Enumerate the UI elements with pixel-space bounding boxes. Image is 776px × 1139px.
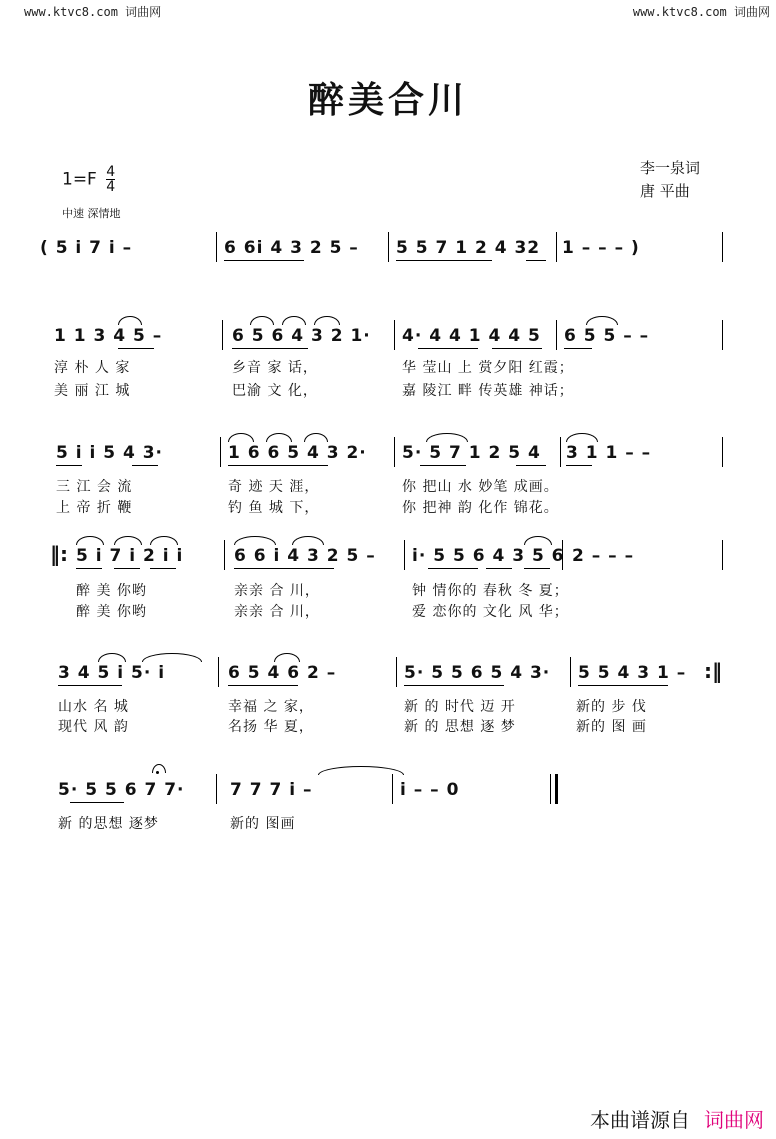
measure: 5 i 7 i 2 i i: [76, 546, 184, 566]
lyric-line: 你 把山 水 妙笔 成画。: [402, 479, 559, 495]
slur: [282, 316, 306, 325]
time-denominator: 4: [106, 179, 116, 195]
barline: [216, 232, 217, 262]
final-barline-thick: [555, 774, 558, 804]
slur: [274, 653, 300, 662]
barline: [722, 437, 723, 467]
beam: [150, 568, 176, 569]
lyric-line: 淳 朴 人 家: [54, 360, 131, 376]
barline: [556, 232, 557, 262]
tie: [318, 766, 404, 775]
slur: [118, 316, 142, 325]
lyric-line: 三 江 会 流: [56, 479, 133, 495]
barline: [394, 320, 395, 350]
beam: [132, 465, 158, 466]
lyric-line: 幸福 之 家，: [228, 699, 314, 715]
slur: [76, 536, 104, 545]
lyric-line: 钟 情你的 春秋 冬 夏；: [412, 583, 569, 599]
slur: [98, 653, 126, 662]
lyric-line: 新的 图 画: [576, 719, 647, 735]
lyric-line: 新 的 时代 迈 开: [404, 699, 516, 715]
lyric-line: 醉 美 你哟: [76, 583, 147, 599]
beam: [56, 465, 82, 466]
barline: [722, 540, 723, 570]
lyric-line: 你 把神 韵 化作 锦花。: [402, 500, 559, 516]
lyric-line: 山水 名 城: [58, 699, 129, 715]
measure: 3 4 5 i 5· i: [58, 663, 166, 683]
barline: [222, 320, 223, 350]
measure: 1 1 3 4 5 –: [54, 326, 163, 346]
lyric-line: 奇 迹 天 涯，: [228, 479, 320, 495]
slur: [292, 536, 324, 545]
measure: 6 5 4 6 2 –: [228, 663, 337, 683]
lyric-line: 亲亲 合 川，: [234, 583, 320, 599]
lyric-line: 新 的思想 逐梦: [58, 816, 159, 832]
measure: 5 5 4 3 1 –: [578, 663, 687, 683]
measure: i· 5 5 6 4 3 5 6: [412, 546, 565, 566]
beam: [118, 348, 154, 349]
measure: 7 7 7 i –: [230, 780, 313, 800]
measure: 1 – – – ): [562, 238, 640, 258]
barline: [722, 320, 723, 350]
lyric-line: 巴渝 文 化，: [232, 383, 318, 399]
barline: [388, 232, 389, 262]
barline: [392, 774, 393, 804]
slur: [228, 433, 254, 442]
beam: [492, 348, 542, 349]
key-label: 1=F: [62, 169, 97, 190]
time-numerator: 4: [106, 164, 116, 180]
barline: [394, 437, 395, 467]
slur: [586, 316, 618, 325]
beam: [428, 568, 478, 569]
slur: [150, 536, 178, 545]
lyric-line: 美 丽 江 城: [54, 383, 131, 399]
beam: [564, 348, 592, 349]
time-signature: [106, 165, 115, 194]
slur: [524, 536, 552, 545]
beam: [578, 685, 668, 686]
beam: [420, 465, 466, 466]
slur: [142, 653, 202, 662]
barline: [722, 232, 723, 262]
measure: 6 6 i 4 3 2 5 –: [234, 546, 376, 566]
lyric-line: 上 帝 折 鞭: [56, 500, 133, 516]
beam: [70, 802, 124, 803]
lyricist-credit: 李一泉词: [640, 159, 701, 177]
measure: 1 6 6 5 4 3 2·: [228, 443, 367, 463]
slur: [314, 316, 340, 325]
beam: [228, 685, 298, 686]
beam: [566, 465, 592, 466]
song-title: 醉美合川: [307, 79, 468, 121]
repeat-end-sign: :‖: [704, 659, 722, 683]
beam: [228, 465, 328, 466]
slur: [266, 433, 292, 442]
lyric-line: 现代 风 韵: [58, 719, 129, 735]
barline: [562, 540, 563, 570]
beam: [396, 260, 492, 261]
lyric-line: 新的 图画: [230, 816, 296, 832]
site-watermark-right: www.ktvc8.com 词曲网: [632, 5, 770, 19]
measure: 5· 5 7 1 2 5 4: [402, 443, 541, 463]
measure: 6 5 5 – –: [564, 326, 650, 346]
slur: [234, 536, 276, 545]
beam: [516, 465, 546, 466]
barline: [220, 437, 221, 467]
measure: 3 1 1 – –: [566, 443, 652, 463]
barline: [216, 774, 217, 804]
beam: [224, 260, 304, 261]
measure: 6 6i 4 3 2 5 –: [224, 238, 359, 258]
lyric-line: 名扬 华 夏，: [228, 719, 314, 735]
barline: [556, 320, 557, 350]
lyric-line: 华 莹山 上 赏夕阳 红霞；: [402, 360, 574, 376]
barline: [396, 657, 397, 687]
lyric-line: 醉 美 你哟: [76, 604, 147, 620]
barline: [570, 657, 571, 687]
repeat-start-sign: ‖:: [50, 542, 68, 566]
footer-text: 本曲谱源自: [590, 1108, 690, 1132]
lyric-line: 嘉 陵江 畔 传英雄 神话；: [402, 383, 574, 399]
measure: 5· 5 5 6 5 4 3·: [404, 663, 551, 683]
measure: 2 – – –: [572, 546, 635, 566]
key-signature: [62, 165, 115, 194]
site-watermark-left: www.ktvc8.com 词曲网: [24, 5, 162, 19]
beam: [486, 568, 512, 569]
barline: [404, 540, 405, 570]
lyric-line: 亲亲 合 川，: [234, 604, 320, 620]
slur: [304, 433, 328, 442]
measure: 4· 4 4 1 4 4 5: [402, 326, 541, 346]
beam: [524, 568, 550, 569]
footer-source: [590, 1104, 764, 1133]
barline: [560, 437, 561, 467]
beam: [526, 260, 546, 261]
measure: 5· 5 5 6 7 7·: [58, 780, 185, 800]
lyric-line: 钓 鱼 城 下，: [228, 500, 320, 516]
beam: [404, 685, 504, 686]
beam: [418, 348, 478, 349]
lyric-line: 爱 恋你的 文化 风 华；: [412, 604, 569, 620]
measure: ( 5 i 7 i –: [40, 238, 133, 258]
lyric-line: 乡音 家 话，: [232, 360, 318, 376]
lyric-line: 新 的 思想 逐 梦: [404, 719, 516, 735]
footer-brand[interactable]: 词曲网: [704, 1108, 764, 1132]
slur: [250, 316, 274, 325]
barline: [224, 540, 225, 570]
measure: 5 i i 5 4 3·: [56, 443, 164, 463]
beam: [76, 568, 102, 569]
measure: 5 5 7 1 2 4 32: [396, 238, 541, 258]
final-barline: [550, 774, 551, 804]
barline: [218, 657, 219, 687]
beam: [232, 348, 308, 349]
beam: [114, 568, 140, 569]
slur: [114, 536, 142, 545]
beam: [234, 568, 334, 569]
measure: i – – 0: [400, 780, 460, 800]
fermata-dot: [156, 771, 159, 774]
fermata-icon: [152, 764, 166, 773]
slur: [426, 433, 468, 442]
lyric-line: 新的 步 伐: [576, 699, 647, 715]
composer-credit: 唐 平曲: [640, 182, 690, 200]
measure: 6 5 6 4 3 2 1·: [232, 326, 371, 346]
tempo-marking: 中速 深情地: [62, 207, 121, 220]
beam: [58, 685, 122, 686]
slur: [566, 433, 598, 442]
